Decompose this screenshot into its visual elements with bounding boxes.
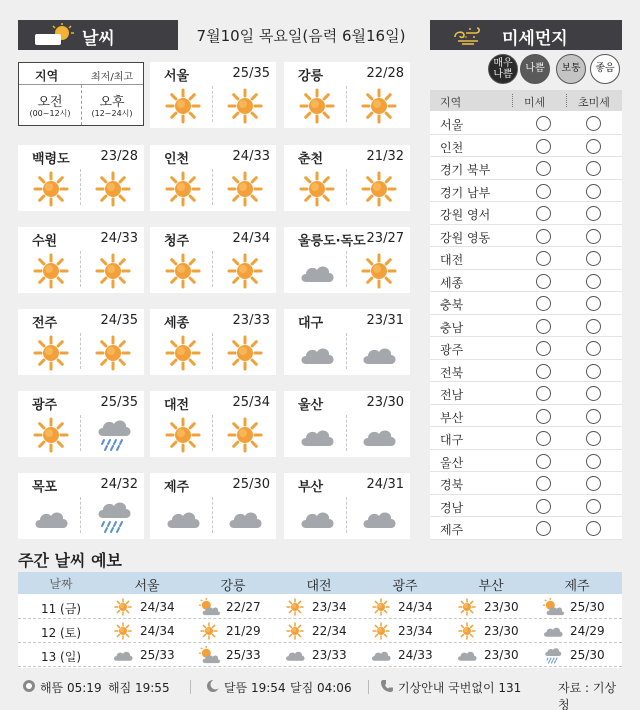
city-card xyxy=(284,391,410,457)
dust-row xyxy=(430,450,622,473)
pm25-level-marker xyxy=(586,251,601,266)
sun-icon xyxy=(227,417,263,453)
dust-row xyxy=(430,517,622,540)
dust-region-name: 경기 남부 xyxy=(440,185,491,200)
city-name: 강릉 xyxy=(298,69,324,84)
dust-region-name: 대구 xyxy=(440,433,464,447)
legend-am-label: 오전 xyxy=(37,95,63,110)
sun-icon xyxy=(456,598,478,616)
dust-legend-line1: 매우 xyxy=(493,58,513,69)
city-name: 서울 xyxy=(164,69,190,84)
pm10-level-marker xyxy=(536,319,551,334)
dust-row xyxy=(430,427,622,450)
sun-icon xyxy=(95,335,131,371)
pm10-level-marker xyxy=(536,341,551,356)
sun-icon xyxy=(165,88,201,124)
cloud-rain-icon xyxy=(95,416,133,452)
cloud-rain-icon xyxy=(542,646,564,664)
sun-icon xyxy=(227,335,263,371)
pm10-level-marker xyxy=(536,364,551,379)
cloud-icon xyxy=(298,424,336,448)
cloud-icon xyxy=(456,646,478,664)
dust-row xyxy=(430,292,622,315)
pm25-level-marker xyxy=(586,521,601,536)
dust-legend-line1: 좋음 xyxy=(595,63,615,74)
sun-icon xyxy=(112,598,134,616)
sun-icon xyxy=(361,253,397,289)
sun-icon xyxy=(33,417,69,453)
pm25-level-marker xyxy=(586,116,601,131)
city-temp: 23/33 xyxy=(232,313,270,328)
weekly-temp: 24/33 xyxy=(398,648,433,662)
sun-icon xyxy=(95,253,131,289)
moonset-time: 달짐 04:06 xyxy=(290,681,352,695)
sun-icon xyxy=(284,622,306,640)
pm25-level-marker xyxy=(586,431,601,446)
city-card xyxy=(18,227,144,293)
city-card xyxy=(150,145,276,211)
dust-table xyxy=(430,90,622,540)
city-card xyxy=(18,145,144,211)
dust-table-header xyxy=(430,90,622,111)
legend-region-label: 지역 xyxy=(35,69,59,83)
pm10-level-marker xyxy=(536,274,551,289)
pm25-level-marker xyxy=(586,386,601,401)
weather-legend xyxy=(18,62,144,126)
dust-legend-item xyxy=(520,54,550,84)
dust-region-name: 울산 xyxy=(440,455,464,470)
weekly-temp: 25/30 xyxy=(570,600,605,614)
city-name: 울릉도·독도 xyxy=(298,234,366,249)
sun-icon xyxy=(33,253,69,289)
pm10-level-marker xyxy=(536,116,551,131)
pm25-level-marker xyxy=(586,229,601,244)
pm25-level-marker xyxy=(586,274,601,289)
pm10-level-marker xyxy=(536,409,551,424)
dust-col-pm25: 초미세 xyxy=(578,96,610,109)
moon-icon xyxy=(206,679,220,693)
dust-region-name: 세종 xyxy=(440,275,464,290)
pm10-level-marker xyxy=(536,476,551,491)
weekly-temp: 23/30 xyxy=(484,648,519,662)
cloud-icon xyxy=(164,506,202,530)
dust-region-name: 대전 xyxy=(440,253,464,267)
cloud-icon xyxy=(298,506,336,530)
city-name: 인천 xyxy=(164,152,190,167)
weekly-header-row xyxy=(18,572,622,594)
weekly-forecast-table xyxy=(18,572,622,668)
sun-icon xyxy=(165,417,201,453)
weekly-forecast-title: 주간 날씨 예보 xyxy=(18,551,122,570)
pm25-level-marker xyxy=(586,319,601,334)
sun-icon xyxy=(284,598,306,616)
city-temp: 24/32 xyxy=(100,477,138,492)
cloud-icon xyxy=(360,342,398,366)
city-card xyxy=(284,309,410,375)
weekly-temp: 22/27 xyxy=(226,600,261,614)
sun-icon xyxy=(165,253,201,289)
weekly-city-header: 제주 xyxy=(564,579,590,594)
dust-region-name: 강원 영동 xyxy=(440,230,491,245)
dust-row xyxy=(430,270,622,293)
dust-row xyxy=(430,247,622,270)
dust-region-name: 경남 xyxy=(440,500,464,515)
date-line: 7월10일 목요일(음력 6월16일) xyxy=(196,27,406,45)
cloud-icon xyxy=(542,622,564,640)
pm10-level-marker xyxy=(536,386,551,401)
sun-icon xyxy=(299,88,335,124)
dust-col-region: 지역 xyxy=(440,96,462,109)
dust-row xyxy=(430,135,622,158)
city-card xyxy=(284,145,410,211)
dust-legend-line1: 보통 xyxy=(561,63,581,74)
dust-region-name: 경북 xyxy=(440,478,464,492)
cloud-rain-icon xyxy=(95,498,133,534)
weekly-date: 12 (토) xyxy=(40,626,82,640)
legend-am-range: (00~12시) xyxy=(29,109,71,118)
pm10-level-marker xyxy=(536,161,551,176)
city-name: 춘천 xyxy=(298,152,324,167)
sun-cloud-icon xyxy=(198,598,220,616)
city-temp: 25/35 xyxy=(100,395,138,410)
sun-icon xyxy=(33,171,69,207)
dust-row xyxy=(430,315,622,338)
weekly-temp: 24/34 xyxy=(140,624,175,638)
weekly-temp: 24/29 xyxy=(570,624,605,638)
dust-region-name: 강원 영서 xyxy=(440,208,491,222)
city-name: 제주 xyxy=(164,480,190,495)
pm25-level-marker xyxy=(586,184,601,199)
sun-icon xyxy=(227,88,263,124)
sun-icon xyxy=(95,171,131,207)
city-temp: 23/27 xyxy=(366,231,404,246)
dust-region-name: 인천 xyxy=(440,140,464,155)
pm10-level-marker xyxy=(536,251,551,266)
phone-icon xyxy=(380,679,394,693)
sun-cloud-icon xyxy=(542,598,564,616)
weekly-temp: 23/34 xyxy=(312,600,347,614)
weather-header xyxy=(18,20,178,50)
city-name: 전주 xyxy=(32,316,58,331)
weekly-city-header: 광주 xyxy=(392,579,418,594)
weekly-temp: 23/30 xyxy=(484,624,519,638)
sunrise-time: 해뜸 05:19 xyxy=(40,681,102,695)
sun-icon xyxy=(227,253,263,289)
legend-pm-label: 오후 xyxy=(99,95,125,110)
dust-region-name: 전북 xyxy=(440,365,464,380)
weekly-row xyxy=(18,619,622,643)
city-name: 세종 xyxy=(164,316,190,331)
city-temp: 25/30 xyxy=(232,477,270,492)
sun-icon xyxy=(165,171,201,207)
weekly-city-header: 부산 xyxy=(478,579,504,594)
sun-icon xyxy=(361,88,397,124)
dust-row xyxy=(430,382,622,405)
dust-row xyxy=(430,337,622,360)
sunrise-icon xyxy=(22,679,36,693)
dust-legend-line1: 나쁨 xyxy=(525,63,545,74)
weekly-temp: 25/33 xyxy=(226,648,261,662)
pm25-level-marker xyxy=(586,409,601,424)
city-name: 목포 xyxy=(32,480,58,495)
dust-row xyxy=(430,405,622,428)
pm10-level-marker xyxy=(536,184,551,199)
city-temp: 22/28 xyxy=(366,66,404,81)
city-temp: 24/33 xyxy=(232,149,270,164)
sun-icon xyxy=(370,622,392,640)
pm10-level-marker xyxy=(536,229,551,244)
cloud-icon xyxy=(370,646,392,664)
city-card xyxy=(18,473,144,539)
weekly-row xyxy=(18,643,622,667)
dust-row xyxy=(430,495,622,518)
city-name: 청주 xyxy=(164,234,190,249)
city-temp: 23/31 xyxy=(366,313,404,328)
dust-legend-item xyxy=(556,54,586,84)
sun-icon xyxy=(370,598,392,616)
dust-region-name: 전남 xyxy=(440,388,464,402)
city-card xyxy=(284,473,410,539)
dust-region-name: 부산 xyxy=(440,410,464,425)
pm25-level-marker xyxy=(586,454,601,469)
legend-minmax-label: 최저/최고 xyxy=(91,72,134,83)
cloud-icon xyxy=(112,646,134,664)
weekly-temp: 22/34 xyxy=(312,624,347,638)
weekly-temp: 25/33 xyxy=(140,648,175,662)
weekly-temp: 25/30 xyxy=(570,648,605,662)
weekly-date: 13 (일) xyxy=(40,650,82,664)
pm10-level-marker xyxy=(536,431,551,446)
city-name: 대구 xyxy=(298,316,324,331)
dust-row xyxy=(430,360,622,383)
city-card xyxy=(150,309,276,375)
city-name: 부산 xyxy=(298,480,324,495)
city-temp: 24/34 xyxy=(232,231,270,246)
pm25-level-marker xyxy=(586,364,601,379)
cloud-icon xyxy=(284,646,306,664)
city-card xyxy=(18,309,144,375)
dust-row xyxy=(430,112,622,135)
weather-phone: 기상안내 국번없이 131 xyxy=(398,681,522,695)
weekly-temp: 21/29 xyxy=(226,624,261,638)
dust-row xyxy=(430,202,622,225)
dust-title: 미세먼지 xyxy=(502,29,568,49)
sun-cloud-icon xyxy=(32,23,76,47)
city-card xyxy=(150,227,276,293)
dust-region-name: 충북 xyxy=(440,298,464,312)
dust-row xyxy=(430,157,622,180)
pm25-level-marker xyxy=(586,139,601,154)
cloud-icon xyxy=(360,424,398,448)
sun-icon xyxy=(361,171,397,207)
dust-region-name: 제주 xyxy=(440,523,464,537)
city-card xyxy=(150,391,276,457)
weekly-temp: 24/34 xyxy=(140,600,175,614)
cloud-icon xyxy=(360,506,398,530)
dust-legend-item xyxy=(488,54,518,84)
wind-dust-icon xyxy=(452,25,482,45)
dust-region-name: 충남 xyxy=(440,320,464,335)
city-name: 수원 xyxy=(32,234,58,249)
data-source: 자료 : 기상청 xyxy=(558,681,617,710)
pm25-level-marker xyxy=(586,161,601,176)
weekly-temp: 24/34 xyxy=(398,600,433,614)
cloud-icon xyxy=(32,506,70,530)
sun-icon xyxy=(165,335,201,371)
city-temp: 23/30 xyxy=(366,395,404,410)
footer xyxy=(18,672,622,710)
pm10-level-marker xyxy=(536,206,551,221)
weekly-temp: 23/33 xyxy=(312,648,347,662)
pm10-level-marker xyxy=(536,296,551,311)
dust-legend-item xyxy=(590,54,620,84)
city-card xyxy=(284,62,410,128)
pm25-level-marker xyxy=(586,499,601,514)
moonrise-time: 달뜸 19:54 xyxy=(224,681,286,695)
dust-row xyxy=(430,225,622,248)
city-temp: 24/35 xyxy=(100,313,138,328)
city-name: 백령도 xyxy=(32,152,70,167)
sun-cloud-icon xyxy=(198,646,220,664)
dust-region-name: 광주 xyxy=(440,343,464,357)
pm25-level-marker xyxy=(586,341,601,356)
pm10-level-marker xyxy=(536,521,551,536)
dust-legend-line2: 나쁨 xyxy=(493,69,513,80)
weekly-row xyxy=(18,595,622,619)
sun-icon xyxy=(198,622,220,640)
dust-region-name: 경기 북부 xyxy=(440,163,491,177)
city-temp: 25/35 xyxy=(232,66,270,81)
cloud-icon xyxy=(298,342,336,366)
weekly-date-label: 날짜 xyxy=(49,577,73,591)
city-card xyxy=(150,62,276,128)
pm25-level-marker xyxy=(586,206,601,221)
weekly-temp: 23/30 xyxy=(484,600,519,614)
legend-pm-range: (12~24시) xyxy=(91,109,133,118)
sun-icon xyxy=(227,171,263,207)
weather-title: 날씨 xyxy=(82,29,115,49)
city-temp: 23/28 xyxy=(100,149,138,164)
dust-row xyxy=(430,472,622,495)
cloud-icon xyxy=(298,260,336,284)
city-temp: 24/31 xyxy=(366,477,404,492)
weekly-city-header: 대전 xyxy=(306,579,332,594)
dust-panel xyxy=(430,54,622,540)
pm25-level-marker xyxy=(586,476,601,491)
pm25-level-marker xyxy=(586,296,601,311)
city-name: 울산 xyxy=(298,398,324,413)
city-card xyxy=(284,227,410,293)
dust-row xyxy=(430,180,622,203)
pm10-level-marker xyxy=(536,139,551,154)
dust-header xyxy=(430,20,622,50)
cloud-icon xyxy=(226,506,264,530)
sun-icon xyxy=(456,622,478,640)
city-name: 대전 xyxy=(164,398,190,413)
pm10-level-marker xyxy=(536,454,551,469)
city-card xyxy=(150,473,276,539)
city-temp: 25/34 xyxy=(232,395,270,410)
weekly-date: 11 (금) xyxy=(40,602,82,616)
sun-icon xyxy=(112,622,134,640)
city-temp: 21/32 xyxy=(366,149,404,164)
sun-icon xyxy=(299,171,335,207)
city-temp: 24/33 xyxy=(100,231,138,246)
city-card xyxy=(18,391,144,457)
sun-icon xyxy=(33,335,69,371)
sunset-time: 해짐 19:55 xyxy=(108,681,170,695)
weekly-city-header: 서울 xyxy=(134,579,160,594)
pm10-level-marker xyxy=(536,499,551,514)
dust-region-name: 서울 xyxy=(440,118,464,132)
weekly-city-header: 강릉 xyxy=(220,579,246,594)
weekly-temp: 23/34 xyxy=(398,624,433,638)
city-name: 광주 xyxy=(32,398,58,413)
dust-col-pm10: 미세 xyxy=(524,96,546,109)
